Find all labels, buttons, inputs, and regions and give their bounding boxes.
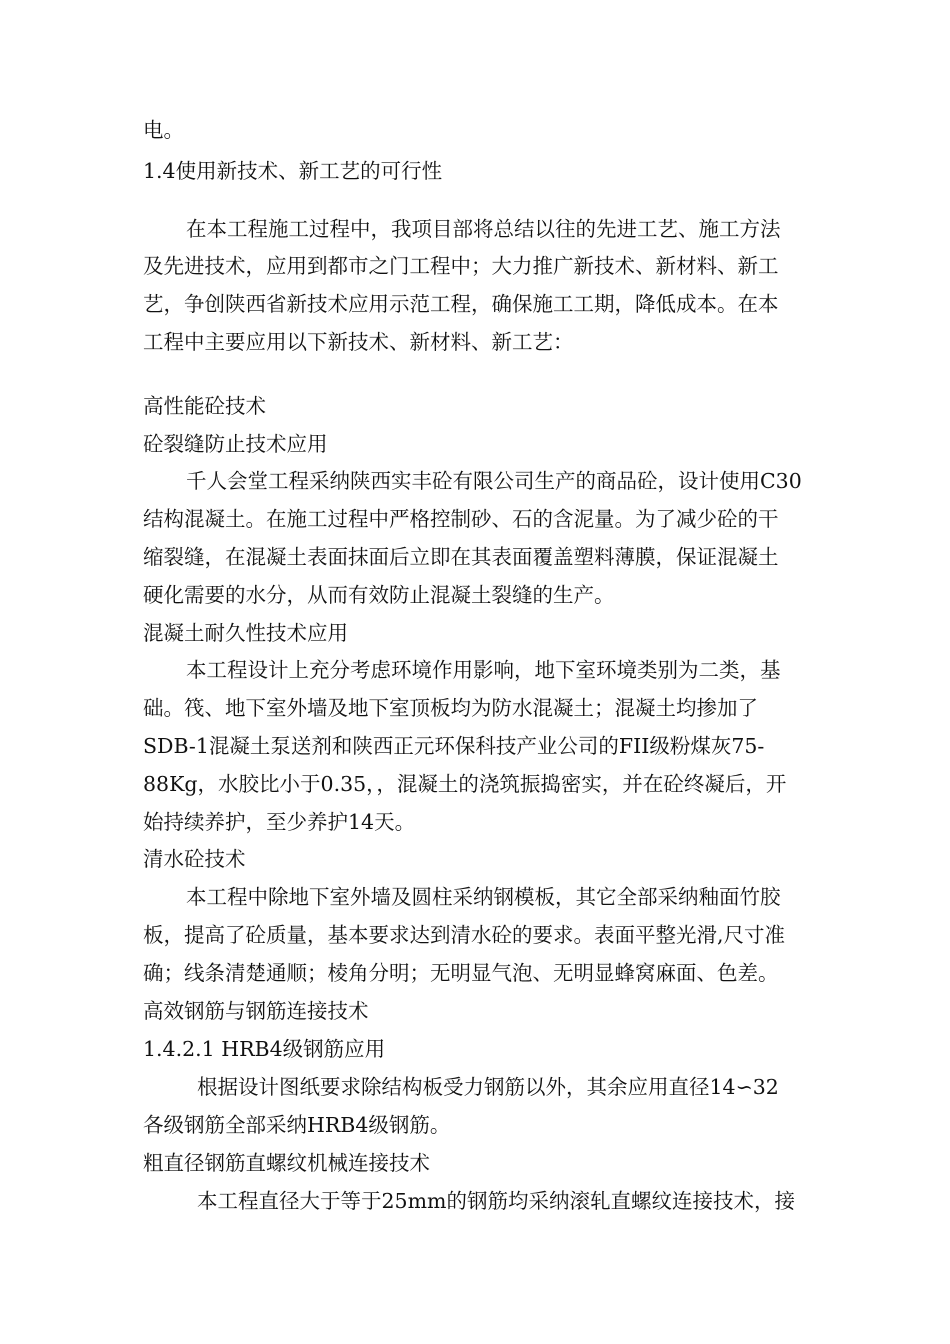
paragraph-line: SDB-1混凝土泵送剂和陕西正元环保科技产业公司的FII级粉煤灰75- (143, 734, 765, 758)
paragraph-line: 结构混凝土。在施工过程中严格控制砂、石的含泥量。为了减少砼的干 (143, 507, 779, 531)
paragraph-line: 始持续养护，至少养护14天。 (143, 810, 416, 834)
paragraph-line: 艺，争创陕西省新技术应用示范工程，确保施工工期，降低成本。在本 (143, 292, 779, 316)
subheading: 1.4.2.1 HRB4级钢筋应用 (143, 1037, 386, 1061)
text-line: 电。 (143, 118, 184, 142)
subheading: 清水砼技术 (143, 847, 246, 871)
paragraph-line: 础。筏、地下室外墙及地下室顶板均为防水混凝土；混凝土均掺加了 (143, 696, 758, 720)
paragraph-line: 确；线条清楚通顺；棱角分明；无明显气泡、无明显蜂窝麻面、色差。 (143, 961, 779, 985)
paragraph-line: 各级钢筋全部采纳HRB4级钢筋。 (143, 1113, 451, 1137)
paragraph-line: 根据设计图纸要求除结构板受力钢筋以外，其余应用直径14∽32 (197, 1075, 779, 1099)
paragraph-line: 硬化需要的水分，从而有效防止混凝土裂缝的生产。 (143, 583, 615, 607)
paragraph-line: 本工程中除地下室外墙及圆柱采纳钢模板，其它全部采纳釉面竹胶 (186, 885, 781, 909)
subheading: 粗直径钢筋直螺纹机械连接技术 (143, 1151, 430, 1175)
paragraph-line: 千人会堂工程采纳陕西实丰砼有限公司生产的商品砼，设计使用C30 (186, 469, 802, 493)
section-heading: 1.4使用新技术、新工艺的可行性 (143, 159, 443, 183)
paragraph-line: 本工程设计上充分考虑环境作用影响，地下室环境类别为二类，基 (186, 658, 781, 682)
paragraph-line: 缩裂缝，在混凝土表面抹面后立即在其表面覆盖塑料薄膜，保证混凝土 (143, 545, 779, 569)
paragraph-line: 及先进技术，应用到都市之门工程中；大力推广新技术、新材料、新工 (143, 254, 779, 278)
paragraph-line: 工程中主要应用以下新技术、新材料、新工艺： (143, 330, 574, 354)
subheading: 高效钢筋与钢筋连接技术 (143, 999, 369, 1023)
paragraph-line: 在本工程施工过程中，我项目部将总结以往的先进工艺、施工方法 (186, 217, 781, 241)
paragraph-line: 88Kg，水胶比小于0.35，，混凝土的浇筑振捣密实，并在砼终凝后，开 (143, 772, 787, 796)
subheading: 砼裂缝防止技术应用 (143, 432, 328, 456)
paragraph-line: 本工程直径大于等于25mm的钢筋均采纳滚轧直螺纹连接技术，接 (197, 1189, 795, 1213)
subheading: 混凝土耐久性技术应用 (143, 621, 348, 645)
subheading: 高性能砼技术 (143, 394, 266, 418)
paragraph-line: 板，提高了砼质量，基本要求达到清水砼的要求。表面平整光滑,尺寸准 (143, 923, 786, 947)
